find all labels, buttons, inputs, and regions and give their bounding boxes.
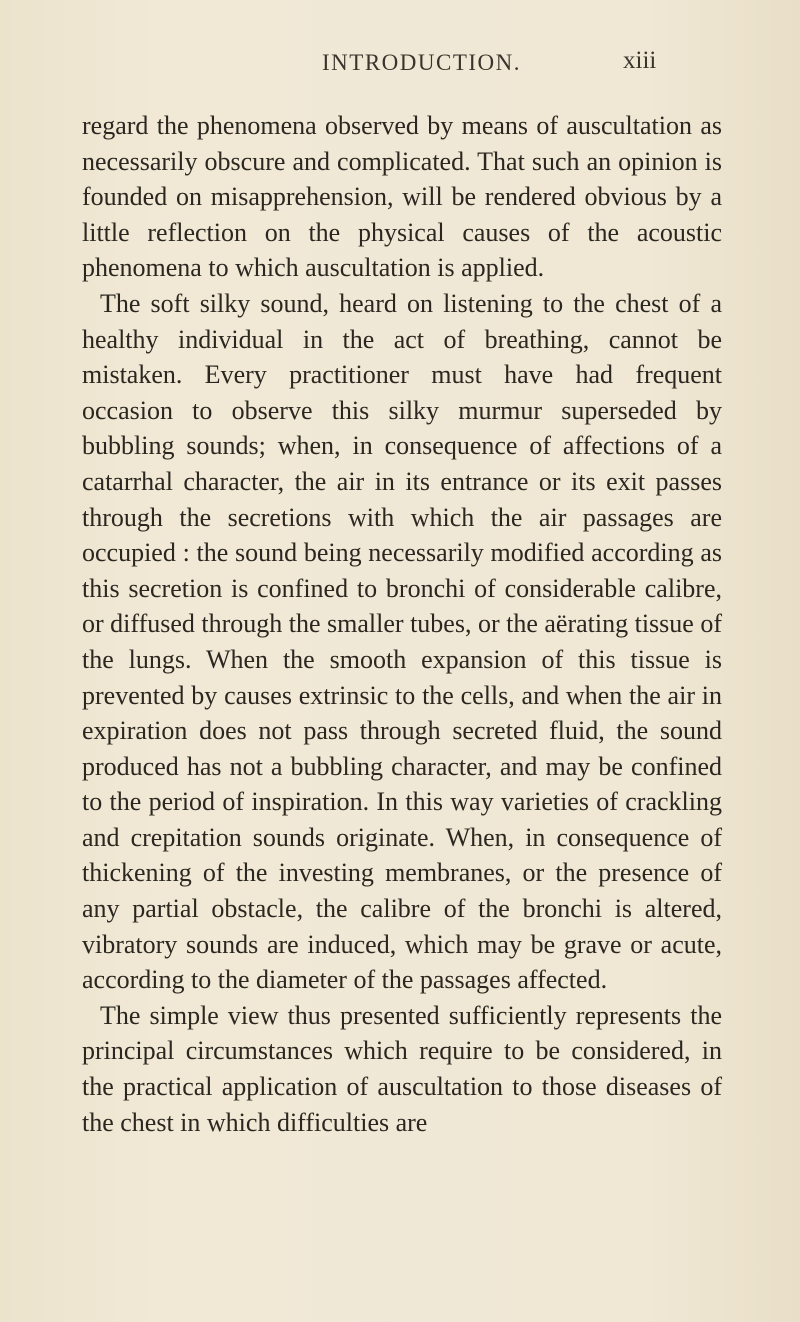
paragraph-continuation: regard the phenomena observed by means of auscultation as necessarily obscure and complicated. That such an opinion is founded on misapprehension, will be rendered obvious by a little reflection on the physical causes of the acoustic phenomena to which auscultation is applied.	[82, 111, 722, 283]
page-header	[0, 40, 800, 80]
body-text	[82, 108, 722, 1140]
running-title: INTRODUCTION.	[322, 50, 522, 75]
paragraph-breath-sounds: The soft silky sound, heard on listening to the chest of a healthy individual in the act of breathing, cannot be mistaken. Every practitioner must have had frequent occasion to observe this silky murmur superseded by bubbling sounds; when, in consequence of affections of a catarrhal character, the air in its entrance or its exit passes through the secretions with which the air passages are occupied : the sound being necessarily modified according as this secretion is confined to bronchi of considerable calibre, or diffused through the smaller tubes, or the aërating tissue of the lungs. When the smooth expansion of this tissue is prevented by causes extrinsic to the cells, and when the air in expiration does not pass through secreted fluid, the sound produced has not a bubbling character, and may be confined to the period of inspiration. In this way varieties of crackling and crepitation sounds originate. When, in consequence of thickening of the investing membranes, or the presence of any partial obstacle, the calibre of the bronchi is altered, vibratory sounds are induced, which may be grave or acute, according to the diameter of the passages affected.	[82, 288, 722, 995]
paragraph-simple-view: The simple view thus presented sufficiently represents the principal circumstances which require to be considered, in the practical application of auscultation to those diseases of the chest in which difficulties are	[82, 1000, 722, 1137]
page-number: xiii	[623, 47, 657, 74]
